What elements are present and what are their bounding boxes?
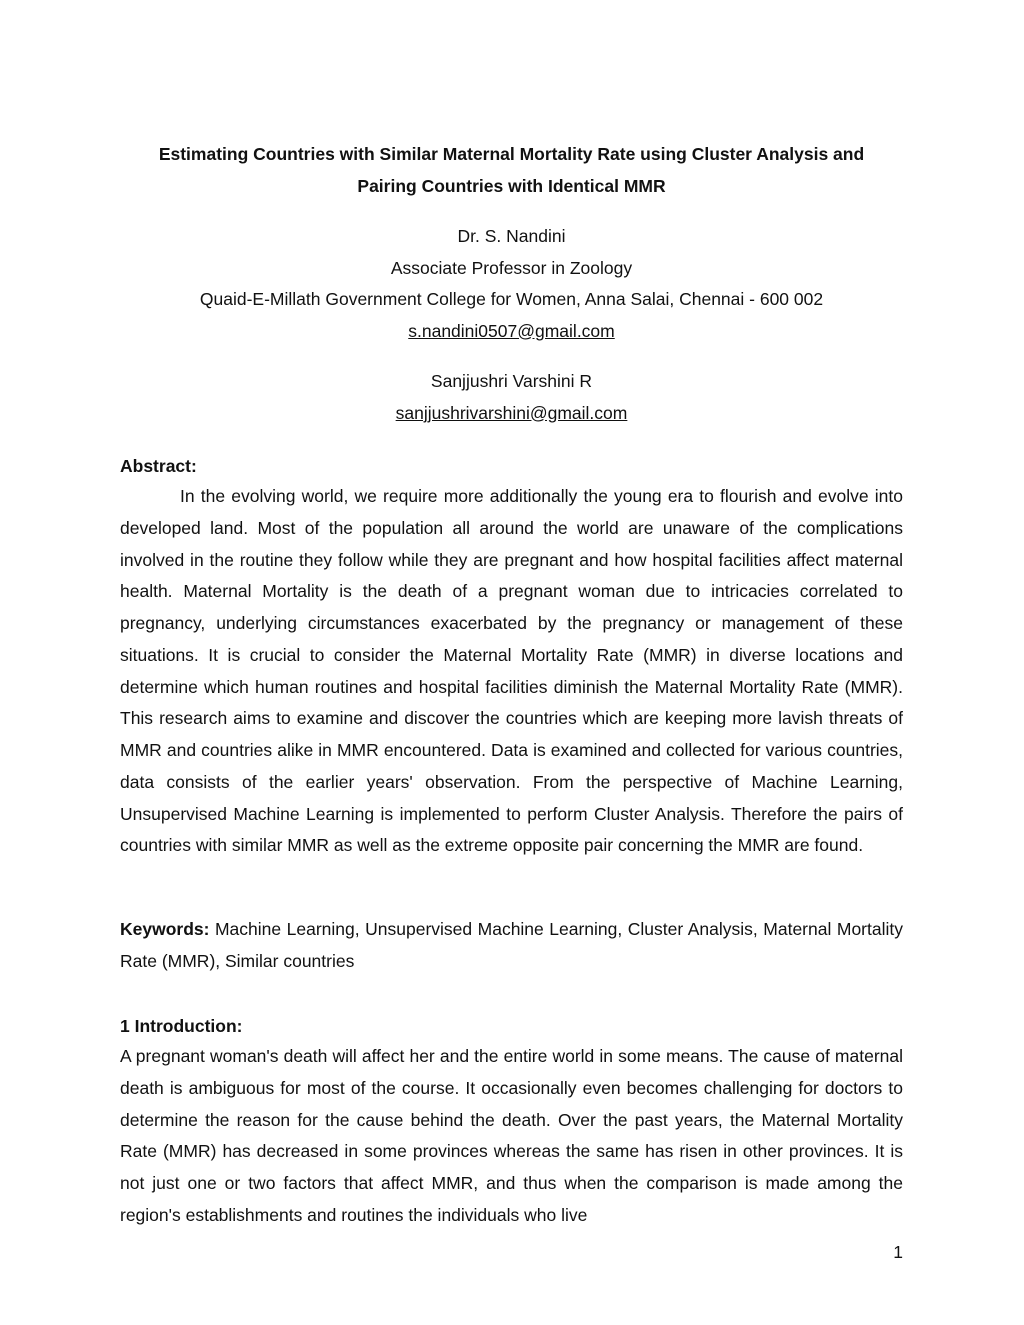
abstract-body: In the evolving world, we require more additionally the young era to flourish and evolve into developed land. Most of the population all around the world are unaware of the complications involved in the routine they follow while they are pregnant and how hospital facilities affect maternal health. Maternal Mortality is the death of a pregnant woman due to intricacies correlated to pregnancy, underlying circumstances exacerbated by the pregnancy or management of these situations. It is crucial to consider the Maternal Mortality Rate (MMR) in diverse locations and determine which human routines and hospital facilities diminish the Maternal Mortality Rate (MMR). This research aims to examine and discover the countries which are keeping more lavish threats of MMR and countries alike in MMR encountered. Data is examined and collected for various countries, data consists of the earlier years' observation. From the perspective of Machine Learning, Unsupervised Machine Learning is implemented to perform Cluster Analysis. Therefore the pairs of countries with similar MMR as well as the extreme opposite pair concerning the MMR are found. [120,486,903,856]
author-name: Sanjjushri Varshini R [430,371,593,391]
author-name: Dr. S. Nandini [457,226,566,246]
introduction-heading: 1 Introduction: [120,1016,243,1036]
keywords-text: Machine Learning, Unsupervised Machine Learning, Cluster Analysis, Maternal Mortality Rate (MMR), Similar countries [120,919,903,971]
paper-title-line-1: Estimating Countries with Similar Maternal Mortality Rate using Cluster Analysis and [158,144,865,164]
author-position: Associate Professor in Zoology [390,257,633,278]
author-email-link[interactable]: sanjjushrivarshini@gmail.com [395,402,628,423]
paper-title [120,138,903,202]
author-email-link[interactable]: s.nandini0507@gmail.com [408,320,615,341]
author-block-1 [120,221,903,347]
author-block-2 [120,366,903,429]
abstract-heading: Abstract: [120,456,197,476]
author-affiliation: Quaid-E-Millath Government College for Women, Anna Salai, Chennai - 600 002 [199,289,824,309]
keywords-label: Keywords: [120,919,210,939]
page-number: 1 [893,1242,903,1262]
keywords-paragraph [120,914,903,978]
paper-title-line-2: Pairing Countries with Identical MMR [357,176,666,196]
introduction-body: A pregnant woman's death will affect her and the entire world in some means. The cause of maternal death is ambiguous for most of the course. It occasionally even becomes challenging for doctors to determine the reason for the cause behind the death. Over the past years, the Maternal Mortality Rate (MMR) has decreased in some provinces whereas the same has risen in other provinces. It is not just one or two factors that affect MMR, and thus when the comparison is made among the region's establishments and routines the individuals who live [120,1046,903,1225]
